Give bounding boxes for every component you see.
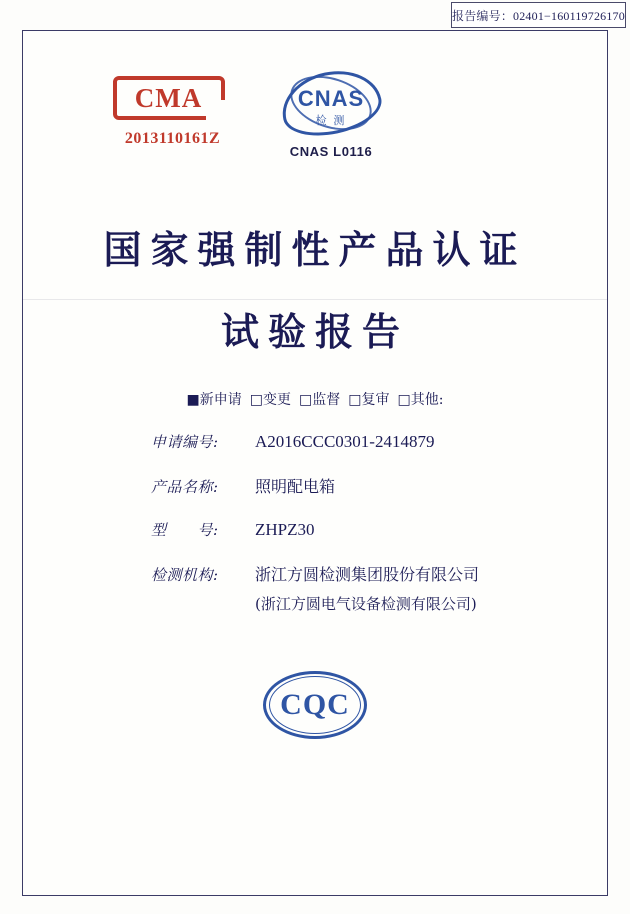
checkbox-new-application[interactable]: ■新申请: [186, 392, 242, 408]
cnas-seal-icon: [277, 70, 385, 142]
cqc-letters: CQC: [280, 688, 350, 721]
document-border-frame: [22, 30, 608, 896]
field-product-name: [23, 474, 607, 497]
certification-marks-row: [23, 76, 607, 186]
cma-mark-block: [85, 76, 260, 148]
field-value-testing-institution: 浙江方圆检测集团股份有限公司: [255, 565, 480, 584]
field-list: [23, 431, 607, 634]
report-number-text: 报告编号：02401−160119726170: [452, 8, 625, 23]
field-model: [23, 519, 607, 540]
cqc-seal-icon: [263, 671, 367, 739]
cnas-letters: CNAS: [297, 86, 365, 111]
checkbox-change[interactable]: □变更: [249, 392, 292, 408]
report-number-box: [451, 2, 626, 28]
field-label-model: 型 号:: [151, 521, 219, 539]
field-value-testing-institution-secondary: (浙江方圆电气设备检测有限公司): [255, 595, 477, 613]
checkbox-other[interactable]: □其他:: [397, 392, 444, 408]
scan-crease-line: [23, 299, 607, 300]
field-label-product-name: 产品名称:: [151, 478, 219, 496]
cnas-mark-block: [241, 70, 421, 159]
field-value-application-number: A2016CCC0301-2414879: [255, 432, 435, 451]
field-value-model: ZHPZ30: [255, 520, 315, 539]
field-testing-institution: [23, 562, 607, 585]
field-label-application-number: 申请编号:: [151, 433, 219, 451]
cma-number: 2013110161Z: [124, 130, 221, 147]
field-application-number: [23, 431, 607, 452]
field-label-testing-institution: 检测机构:: [151, 566, 219, 584]
checkbox-supervision[interactable]: □监督: [299, 392, 341, 408]
checkbox-review[interactable]: □复审: [348, 392, 390, 408]
field-value-product-name: 照明配电箱: [255, 477, 336, 496]
cma-letters: CMA: [134, 83, 203, 113]
page-subtitle: 试验报告: [220, 309, 409, 354]
cnas-code: CNAS L0116: [289, 144, 373, 159]
cma-seal-icon: [113, 76, 233, 124]
page-title: 国家强制性产品认证: [103, 227, 527, 272]
application-type-row: [23, 389, 607, 409]
cnas-chinese-label: 检 测: [315, 115, 347, 127]
